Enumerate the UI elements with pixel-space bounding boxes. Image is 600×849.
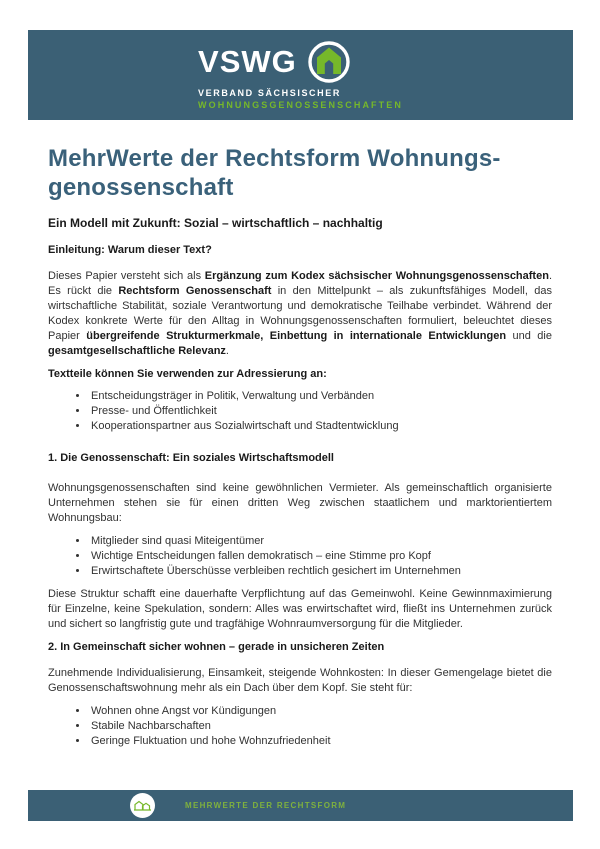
section1-paragraph1: Wohnungsgenossenschaften sind keine gewöhnlichen Vermieter. Als gemeinschaftlich organisierte Unternehmen stehen sie für einen dritten Weg zwischen staatlichem und marktorientiertem Wohnungsbau:: [48, 482, 552, 524]
text-run: .: [225, 345, 229, 357]
page-title: [48, 144, 552, 202]
text-run: in den Mittelpunkt – als zukunftsfähiges Modell, das wirtschaftliche Stabilität, soziale Verantwortung und demokratische Teilhabe verbindet. Während der Kodex konkrete Werte für den Alltag in Wohnungsgenossenschaften formuliert, beleuchtet dieses Papier: [48, 285, 552, 342]
audience-bullet-list: [48, 389, 552, 434]
logo-subtitle-line1: VERBAND SÄCHSISCHER: [198, 87, 341, 98]
text-run: Dieses Papier versteht sich als: [48, 270, 205, 282]
list-item: • Erwirtschaftete Überschüsse verbleiben rechtlich gesichert im Unternehmen: [89, 564, 552, 579]
page-title-line2: genossenschaft: [48, 174, 234, 201]
section1-heading: 1. Die Genossenschaft: Ein soziales Wirtschaftsmodell: [48, 452, 334, 464]
section1-bullet-list: [48, 534, 552, 579]
list-item: • Kooperationspartner aus Sozialwirtschaft und Stadtentwicklung: [89, 419, 552, 434]
section1-paragraph2: Diese Struktur schafft eine dauerhafte Verpflichtung auf das Gemeinwohl. Keine Gewinnmaximierung für Einzelne, keine Spekulation, sondern: Alles was erwirtschaftet wird, fließt ins Unternehmen zurück und sichert so langfristig gute und tragfähige Wohnraumversorgung für die Mitglieder.: [48, 588, 552, 630]
document-subtitle: Ein Modell mit Zukunft: Sozial – wirtschaftlich – nachhaltig: [48, 216, 383, 230]
logo-acronym: VSWG: [198, 44, 297, 79]
section2-paragraph1: Zunehmende Individualisierung, Einsamkeit, steigende Wohnkosten: In dieser Gemengelage bietet die Genossenschaftswohnung mehr als ein Dach über dem Kopf. Sie steht für:: [48, 667, 552, 694]
list-item: • Stabile Nachbarschaften: [89, 719, 552, 734]
section2-bullet-list: [48, 704, 552, 749]
footer-bar: [28, 790, 573, 821]
list-item: • Wohnen ohne Angst vor Kündigungen: [89, 704, 552, 719]
section2-heading: 2. In Gemeinschaft sicher wohnen – gerade in unsicheren Zeiten: [48, 641, 385, 653]
text-run-bold: Rechtsform Genossenschaft: [118, 285, 272, 297]
list-item: • Entscheidungsträger in Politik, Verwaltung und Verbänden: [89, 389, 552, 404]
text-run: und die: [506, 330, 552, 342]
text-run-bold: gesamtgesellschaftliche Relevanz: [48, 345, 226, 357]
page-title-line1: MehrWerte der Rechtsform Wohnungs-: [48, 145, 501, 172]
list-item: • Mitglieder sind quasi Miteigentümer: [89, 534, 552, 549]
list-item: • Geringe Fluktuation und hohe Wohnzufriedenheit: [89, 734, 552, 749]
text-run: . Es rückt die: [48, 270, 552, 297]
intro-paragraph: [48, 269, 552, 359]
text-run-bold: übergreifende Strukturmerkmale, Einbettung in internationale Entwicklungen: [86, 330, 507, 342]
audience-heading: Textteile können Sie verwenden zur Adressierung an:: [48, 368, 327, 380]
list-item: • Wichtige Entscheidungen fallen demokratisch – eine Stimme pro Kopf: [89, 549, 552, 564]
logo-subtitle-line2: WOHNUNGSGENOSSENSCHAFTEN: [198, 99, 403, 110]
houses-circle-icon: [130, 793, 155, 818]
intro-heading: Einleitung: Warum dieser Text?: [48, 244, 212, 256]
text-run-bold: Ergänzung zum Kodex sächsischer Wohnungsgenossenschaften: [204, 270, 549, 282]
document-content: [48, 0, 552, 749]
list-item: • Presse- und Öffentlichkeit: [89, 404, 552, 419]
footer-label: MEHRWERTE DER RECHTSFORM: [185, 801, 347, 810]
